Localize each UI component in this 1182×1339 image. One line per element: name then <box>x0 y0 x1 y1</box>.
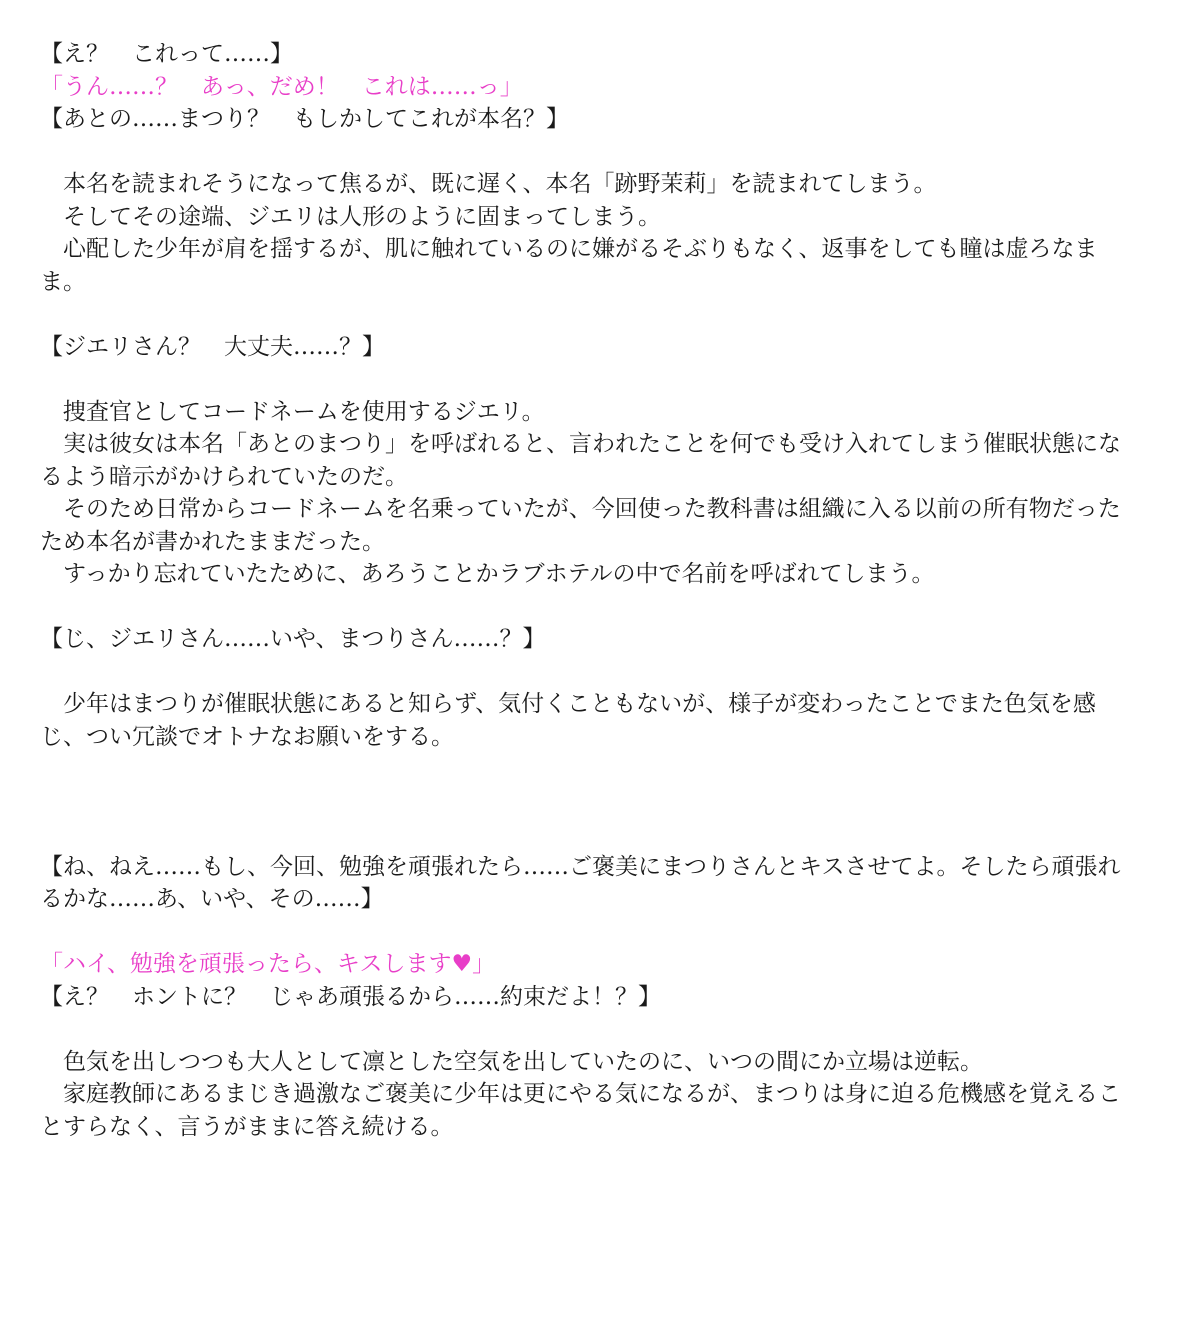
spacer <box>40 591 1140 624</box>
narration-paragraph: 色気を出しつつも大人として凛とした空気を出していたのに、いつの間にか立場は逆転。 <box>63 1048 983 1075</box>
dialogue-heroine: 「うん……？ あっ、だめ！ これは……っ」 <box>40 73 523 100</box>
spacer <box>40 1013 1140 1046</box>
spacer <box>40 298 1140 331</box>
spacer <box>40 818 1140 851</box>
spacer <box>40 753 1140 818</box>
dialogue-boy: 【ジエリさん？ 大丈夫……？】 <box>40 333 385 360</box>
narration-paragraph: そしてその途端、ジエリは人形のように固まってしまう。 <box>63 203 661 230</box>
spacer <box>40 136 1140 169</box>
narration-paragraph: そのため日常からコードネームを名乗っていたが、今回使った教科書は組織に入る以前の所有物だったため本名が書かれたままだった。 <box>40 496 1121 555</box>
narration-paragraph: 家庭教師にあるまじき過激なご褒美に少年は更にやる気になるが、まつりは身に迫る危機感を覚えることすらなく、言うがままに答え続ける。 <box>40 1081 1121 1140</box>
narration-paragraph: 捜査官としてコードネームを使用するジエリ。 <box>63 398 545 425</box>
dialogue-boy: 【え？ これって……】 <box>40 41 293 67</box>
narration-paragraph: 少年はまつりが催眠状態にあると知らず、気付くこともないが、様子が変わったことでまた色気を感じ、つい冗談でオトナなお願いをする。 <box>40 691 1096 750</box>
dialogue-heroine: 「ハイ、勉強を頑張ったら、キスします♥」 <box>40 951 496 977</box>
dialogue-boy: 【あとの……まつり？ もしかしてこれが本名？】 <box>40 106 569 132</box>
dialogue-boy: 【ね、ねえ……もし、今回、勉強を頑張れたら……ご褒美にまつりさんとキスさせてよ。そしたら頑張れるかな……あ、いや、その……】 <box>40 853 1121 912</box>
narration-paragraph: すっかり忘れていたために、あろうことかラブホテルの中で名前を呼ばれてしまう。 <box>63 561 935 587</box>
dialogue-boy: 【え？ ホントに？ じゃあ頑張るから……約束だよ！？】 <box>40 983 661 1010</box>
narration-paragraph: 本名を読まれそうになって焦るが、既に遅く、本名「跡野茉莉」を読まれてしまう。 <box>63 171 937 197</box>
spacer <box>40 656 1140 689</box>
document-page <box>40 38 1140 1143</box>
narration-paragraph: 心配した少年が肩を揺するが、肌に触れているのに嫌がるそぶりもなく、返事をしても瞳は虚ろなまま。 <box>40 236 1098 295</box>
narration-paragraph: 実は彼女は本名「あとのまつり」を呼ばれると、言われたことを何でも受け入れてしまう催眠状態になるよう暗示がかけられていたのだ。 <box>40 431 1121 490</box>
dialogue-boy: 【じ、ジエリさん……いや、まつりさん……？】 <box>40 626 546 652</box>
spacer <box>40 916 1140 949</box>
spacer <box>40 363 1140 396</box>
